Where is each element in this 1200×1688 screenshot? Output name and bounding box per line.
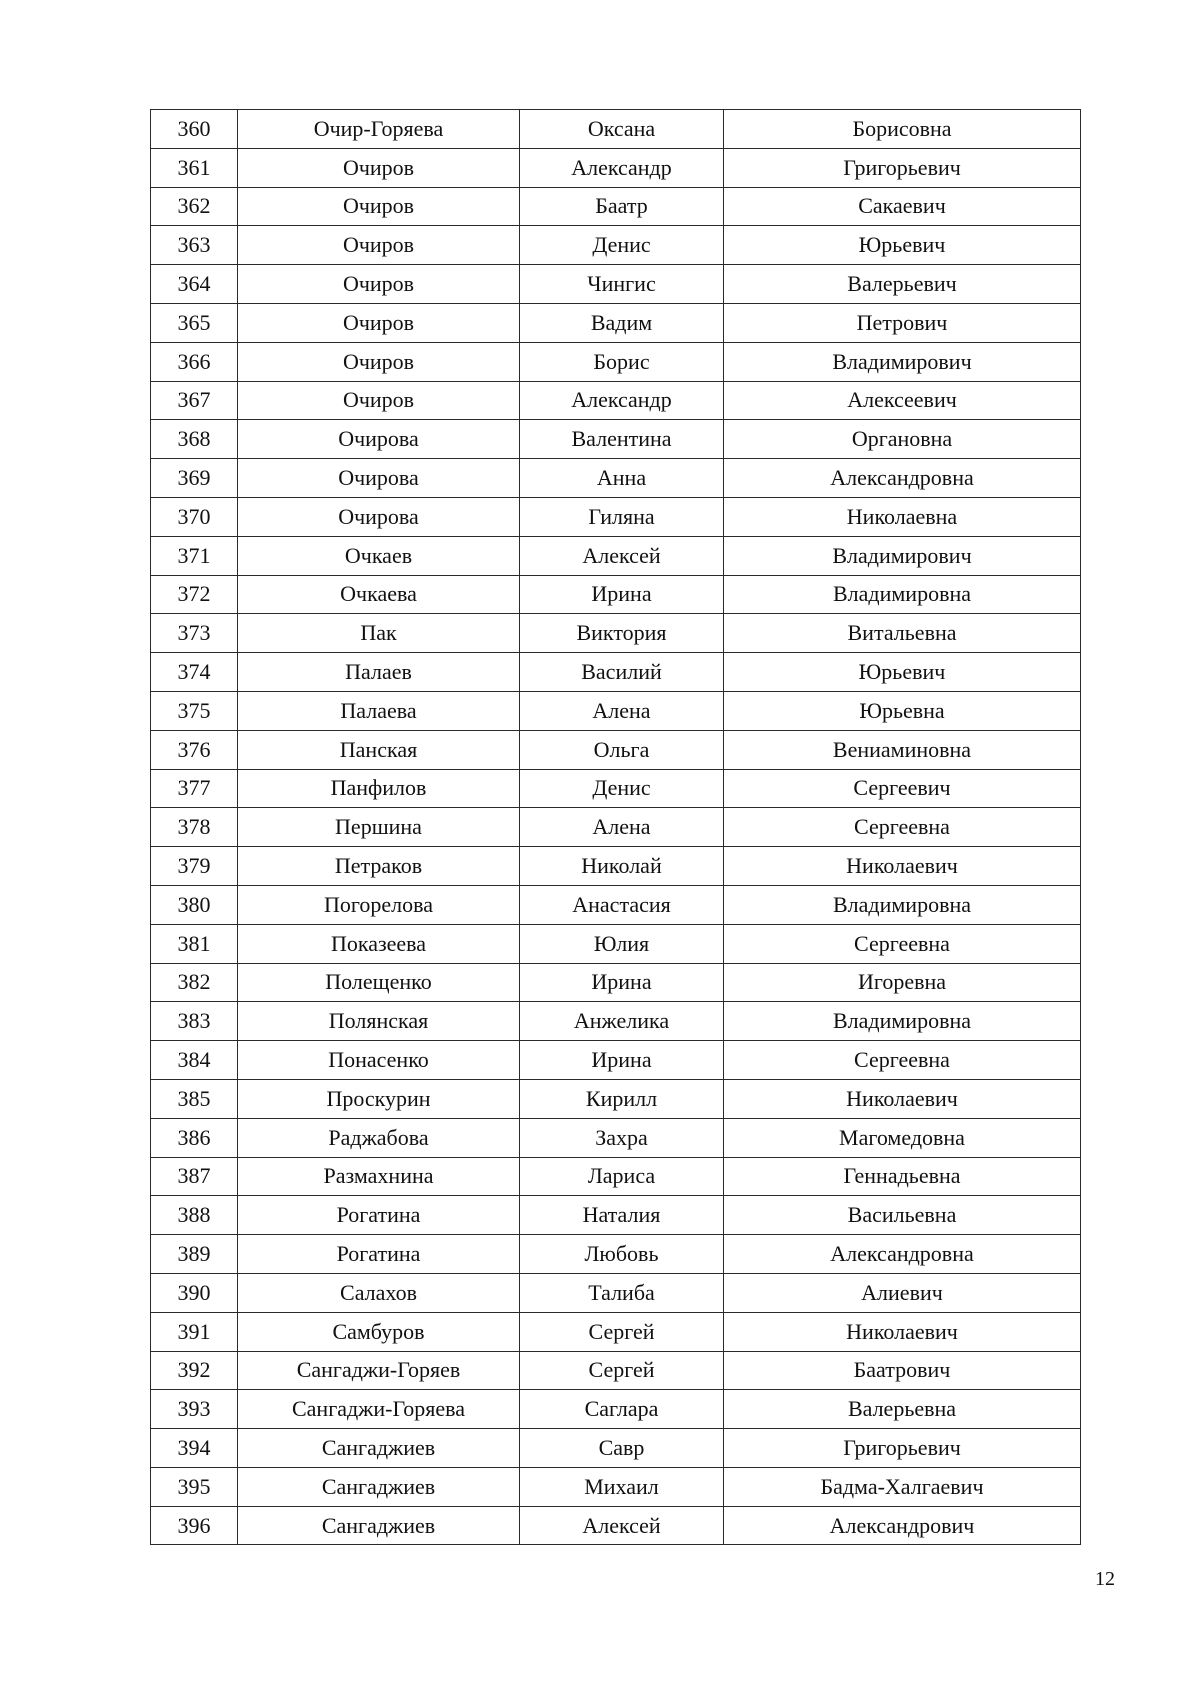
row-number-cell: 382 — [151, 963, 238, 1002]
row-number-cell: 377 — [151, 769, 238, 808]
patronymic-cell: Вениаминовна — [724, 730, 1081, 769]
first-name-cell: Кирилл — [520, 1079, 724, 1118]
first-name-cell: Савр — [520, 1429, 724, 1468]
patronymic-cell: Александровна — [724, 1235, 1081, 1274]
row-number-cell: 364 — [151, 265, 238, 304]
row-number-cell: 363 — [151, 226, 238, 265]
first-name-cell: Сергей — [520, 1351, 724, 1390]
table-row — [151, 381, 1081, 420]
last-name-cell: Палаева — [238, 691, 520, 730]
last-name-cell: Понасенко — [238, 1041, 520, 1080]
table-row — [151, 653, 1081, 692]
first-name-cell: Наталия — [520, 1196, 724, 1235]
last-name-cell: Пак — [238, 614, 520, 653]
row-number-cell: 365 — [151, 303, 238, 342]
patronymic-cell: Григорьевич — [724, 148, 1081, 187]
table-row — [151, 1506, 1081, 1545]
row-number-cell: 383 — [151, 1002, 238, 1041]
first-name-cell: Анжелика — [520, 1002, 724, 1041]
first-name-cell: Валентина — [520, 420, 724, 459]
last-name-cell: Петраков — [238, 847, 520, 886]
page-number: 12 — [1095, 1568, 1115, 1590]
row-number-cell: 372 — [151, 575, 238, 614]
last-name-cell: Панфилов — [238, 769, 520, 808]
patronymic-cell: Сергеевна — [724, 808, 1081, 847]
patronymic-cell: Витальевна — [724, 614, 1081, 653]
last-name-cell: Очир-Горяева — [238, 110, 520, 149]
last-name-cell: Очиров — [238, 265, 520, 304]
row-number-cell: 369 — [151, 459, 238, 498]
table-row — [151, 459, 1081, 498]
first-name-cell: Любовь — [520, 1235, 724, 1274]
last-name-cell: Погорелова — [238, 885, 520, 924]
row-number-cell: 392 — [151, 1351, 238, 1390]
row-number-cell: 360 — [151, 110, 238, 149]
first-name-cell: Юлия — [520, 924, 724, 963]
table-row — [151, 808, 1081, 847]
patronymic-cell: Алиевич — [724, 1273, 1081, 1312]
row-number-cell: 384 — [151, 1041, 238, 1080]
first-name-cell: Василий — [520, 653, 724, 692]
first-name-cell: Александр — [520, 381, 724, 420]
names-table-body — [151, 110, 1081, 1545]
table-row — [151, 769, 1081, 808]
patronymic-cell: Александровна — [724, 459, 1081, 498]
first-name-cell: Ирина — [520, 1041, 724, 1080]
last-name-cell: Показеева — [238, 924, 520, 963]
first-name-cell: Оксана — [520, 110, 724, 149]
first-name-cell: Виктория — [520, 614, 724, 653]
table-row — [151, 226, 1081, 265]
table-row — [151, 1273, 1081, 1312]
first-name-cell: Алена — [520, 691, 724, 730]
table-row — [151, 342, 1081, 381]
patronymic-cell: Петрович — [724, 303, 1081, 342]
patronymic-cell: Баатрович — [724, 1351, 1081, 1390]
table-row — [151, 497, 1081, 536]
row-number-cell: 366 — [151, 342, 238, 381]
table-row — [151, 924, 1081, 963]
patronymic-cell: Органовна — [724, 420, 1081, 459]
table-row — [151, 148, 1081, 187]
row-number-cell: 375 — [151, 691, 238, 730]
first-name-cell: Михаил — [520, 1467, 724, 1506]
table-row — [151, 1041, 1081, 1080]
row-number-cell: 374 — [151, 653, 238, 692]
last-name-cell: Очиров — [238, 303, 520, 342]
last-name-cell: Полянская — [238, 1002, 520, 1041]
table-row — [151, 1157, 1081, 1196]
table-row — [151, 110, 1081, 149]
first-name-cell: Анастасия — [520, 885, 724, 924]
last-name-cell: Очкаева — [238, 575, 520, 614]
row-number-cell: 370 — [151, 497, 238, 536]
last-name-cell: Сангаджи-Горяев — [238, 1351, 520, 1390]
table-row — [151, 536, 1081, 575]
patronymic-cell: Валерьевич — [724, 265, 1081, 304]
patronymic-cell: Борисовна — [724, 110, 1081, 149]
patronymic-cell: Григорьевич — [724, 1429, 1081, 1468]
row-number-cell: 391 — [151, 1312, 238, 1351]
table-row — [151, 847, 1081, 886]
first-name-cell: Чингис — [520, 265, 724, 304]
last-name-cell: Сангаджи-Горяева — [238, 1390, 520, 1429]
table-row — [151, 1002, 1081, 1041]
patronymic-cell: Николаевич — [724, 1079, 1081, 1118]
first-name-cell: Саглара — [520, 1390, 724, 1429]
first-name-cell: Алексей — [520, 1506, 724, 1545]
first-name-cell: Ирина — [520, 575, 724, 614]
table-row — [151, 303, 1081, 342]
row-number-cell: 385 — [151, 1079, 238, 1118]
patronymic-cell: Васильевна — [724, 1196, 1081, 1235]
row-number-cell: 362 — [151, 187, 238, 226]
table-row — [151, 730, 1081, 769]
last-name-cell: Полещенко — [238, 963, 520, 1002]
last-name-cell: Сангаджиев — [238, 1467, 520, 1506]
table-row — [151, 1079, 1081, 1118]
row-number-cell: 380 — [151, 885, 238, 924]
patronymic-cell: Юрьевна — [724, 691, 1081, 730]
row-number-cell: 361 — [151, 148, 238, 187]
patronymic-cell: Владимировна — [724, 885, 1081, 924]
first-name-cell: Сергей — [520, 1312, 724, 1351]
table-row — [151, 265, 1081, 304]
table-row — [151, 1235, 1081, 1274]
patronymic-cell: Владимировна — [724, 575, 1081, 614]
table-row — [151, 420, 1081, 459]
first-name-cell: Николай — [520, 847, 724, 886]
first-name-cell: Александр — [520, 148, 724, 187]
row-number-cell: 388 — [151, 1196, 238, 1235]
table-row — [151, 963, 1081, 1002]
row-number-cell: 373 — [151, 614, 238, 653]
last-name-cell: Панская — [238, 730, 520, 769]
first-name-cell: Баатр — [520, 187, 724, 226]
last-name-cell: Очиров — [238, 342, 520, 381]
table-row — [151, 1312, 1081, 1351]
last-name-cell: Размахнина — [238, 1157, 520, 1196]
last-name-cell: Рогатина — [238, 1235, 520, 1274]
row-number-cell: 393 — [151, 1390, 238, 1429]
last-name-cell: Очиров — [238, 148, 520, 187]
patronymic-cell: Магомедовна — [724, 1118, 1081, 1157]
first-name-cell: Денис — [520, 226, 724, 265]
patronymic-cell: Юрьевич — [724, 653, 1081, 692]
row-number-cell: 386 — [151, 1118, 238, 1157]
last-name-cell: Сангаджиев — [238, 1429, 520, 1468]
first-name-cell: Ирина — [520, 963, 724, 1002]
patronymic-cell: Николаевна — [724, 497, 1081, 536]
patronymic-cell: Сергеевна — [724, 1041, 1081, 1080]
last-name-cell: Очиров — [238, 381, 520, 420]
row-number-cell: 387 — [151, 1157, 238, 1196]
first-name-cell: Талиба — [520, 1273, 724, 1312]
row-number-cell: 381 — [151, 924, 238, 963]
last-name-cell: Рогатина — [238, 1196, 520, 1235]
first-name-cell: Алена — [520, 808, 724, 847]
last-name-cell: Проскурин — [238, 1079, 520, 1118]
last-name-cell: Самбуров — [238, 1312, 520, 1351]
names-table — [150, 109, 1081, 1545]
last-name-cell: Сангаджиев — [238, 1506, 520, 1545]
patronymic-cell: Владимирович — [724, 536, 1081, 575]
first-name-cell: Лариса — [520, 1157, 724, 1196]
patronymic-cell: Сергеевич — [724, 769, 1081, 808]
table-row — [151, 575, 1081, 614]
table-row — [151, 187, 1081, 226]
patronymic-cell: Геннадьевна — [724, 1157, 1081, 1196]
table-row — [151, 1467, 1081, 1506]
patronymic-cell: Николаевич — [724, 847, 1081, 886]
patronymic-cell: Алексеевич — [724, 381, 1081, 420]
row-number-cell: 396 — [151, 1506, 238, 1545]
patronymic-cell: Юрьевич — [724, 226, 1081, 265]
row-number-cell: 395 — [151, 1467, 238, 1506]
last-name-cell: Палаев — [238, 653, 520, 692]
table-row — [151, 1196, 1081, 1235]
first-name-cell: Алексей — [520, 536, 724, 575]
row-number-cell: 390 — [151, 1273, 238, 1312]
row-number-cell: 394 — [151, 1429, 238, 1468]
row-number-cell: 379 — [151, 847, 238, 886]
table-row — [151, 1351, 1081, 1390]
patronymic-cell: Владимировна — [724, 1002, 1081, 1041]
patronymic-cell: Игоревна — [724, 963, 1081, 1002]
first-name-cell: Анна — [520, 459, 724, 498]
last-name-cell: Очкаев — [238, 536, 520, 575]
table-row — [151, 614, 1081, 653]
patronymic-cell: Сакаевич — [724, 187, 1081, 226]
table-row — [151, 1390, 1081, 1429]
row-number-cell: 368 — [151, 420, 238, 459]
patronymic-cell: Александрович — [724, 1506, 1081, 1545]
first-name-cell: Захра — [520, 1118, 724, 1157]
last-name-cell: Очиров — [238, 187, 520, 226]
row-number-cell: 367 — [151, 381, 238, 420]
last-name-cell: Очирова — [238, 459, 520, 498]
last-name-cell: Очирова — [238, 497, 520, 536]
patronymic-cell: Сергеевна — [724, 924, 1081, 963]
last-name-cell: Салахов — [238, 1273, 520, 1312]
first-name-cell: Вадим — [520, 303, 724, 342]
table-row — [151, 1429, 1081, 1468]
first-name-cell: Борис — [520, 342, 724, 381]
table-row — [151, 691, 1081, 730]
first-name-cell: Ольга — [520, 730, 724, 769]
first-name-cell: Гиляна — [520, 497, 724, 536]
table-row — [151, 1118, 1081, 1157]
table-row — [151, 885, 1081, 924]
last-name-cell: Першина — [238, 808, 520, 847]
last-name-cell: Раджабова — [238, 1118, 520, 1157]
row-number-cell: 389 — [151, 1235, 238, 1274]
first-name-cell: Денис — [520, 769, 724, 808]
row-number-cell: 371 — [151, 536, 238, 575]
last-name-cell: Очирова — [238, 420, 520, 459]
row-number-cell: 376 — [151, 730, 238, 769]
patronymic-cell: Бадма-Халгаевич — [724, 1467, 1081, 1506]
patronymic-cell: Валерьевна — [724, 1390, 1081, 1429]
last-name-cell: Очиров — [238, 226, 520, 265]
row-number-cell: 378 — [151, 808, 238, 847]
patronymic-cell: Владимирович — [724, 342, 1081, 381]
patronymic-cell: Николаевич — [724, 1312, 1081, 1351]
